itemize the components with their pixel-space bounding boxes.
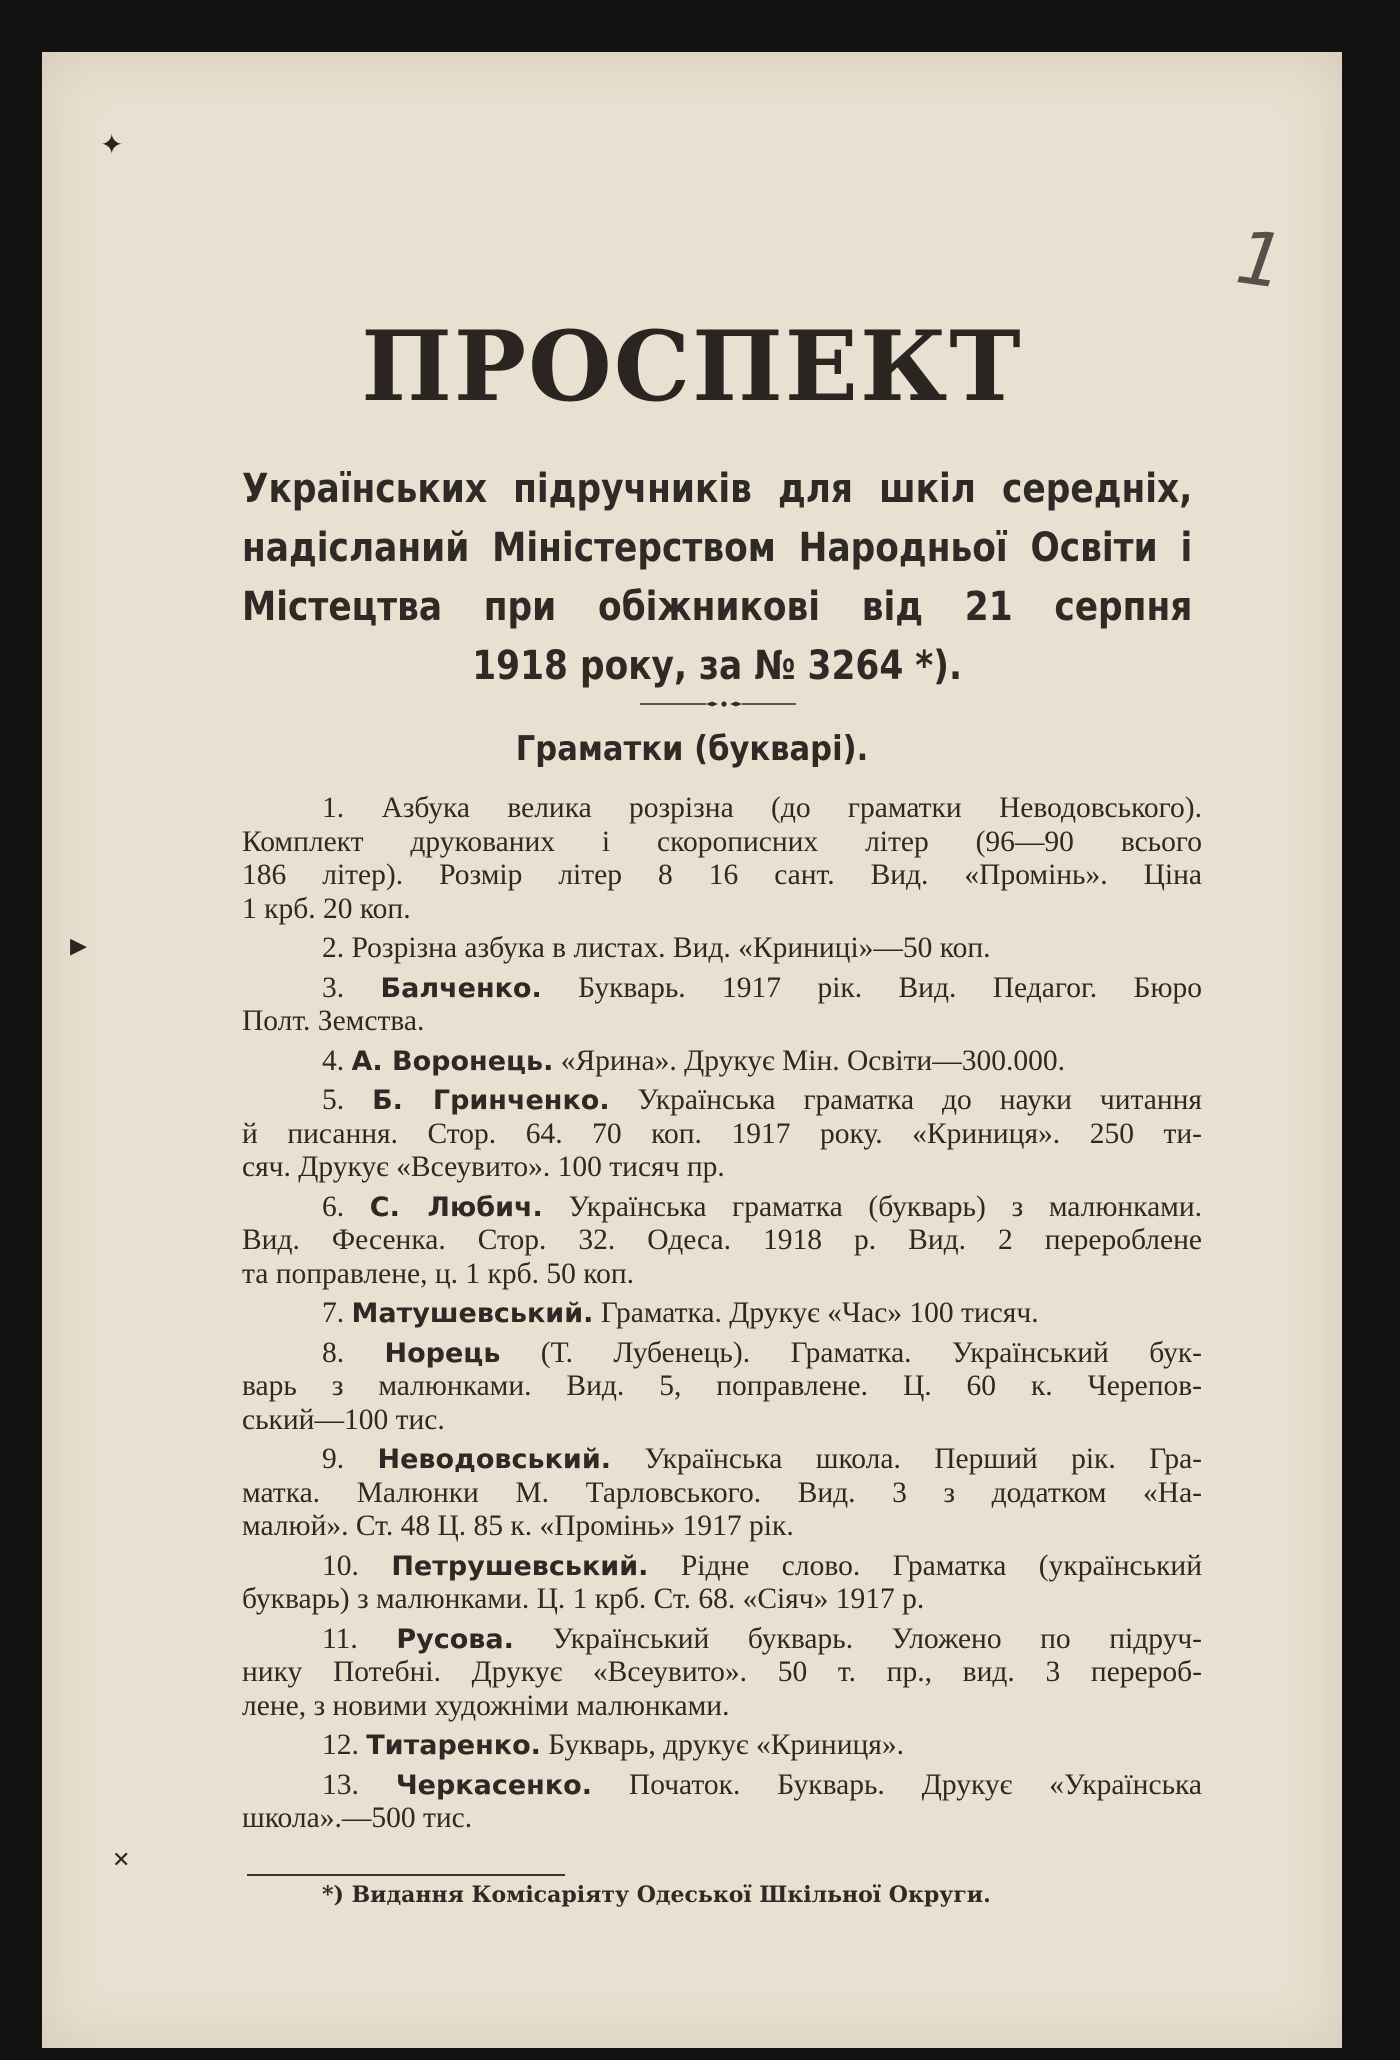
list-item — [242, 1729, 1202, 1763]
author-name: Неводовський. — [377, 1444, 611, 1475]
list-item-line: Полт. Земства. — [242, 1005, 425, 1037]
author-name: Петрушевський. — [391, 1550, 649, 1582]
list-item-line: нику Потебні. Друкує «Всеувито». 50 т. пр., вид. 3 перероб- — [242, 1656, 1202, 1688]
ornament-divider — [640, 700, 796, 708]
list-item-line: сяч. Друкує «Всеувито». 100 тисяч пр. — [242, 1151, 725, 1183]
list-item-line: 8. Норець (Т. Лубенець). Граматка. Український бук- — [322, 1336, 1203, 1369]
list-item-line: 7. Матушевський. Граматка. Друкує «Час» 100 тисяч. — [322, 1297, 1039, 1329]
list-item — [242, 1550, 1202, 1617]
list-item — [242, 792, 1202, 926]
list-item-line: 9. Неводовський. Українська школа. Перший рік. Гра- — [322, 1443, 1202, 1475]
list-item-line: матка. Малюнки М. Тарловського. Вид. 3 з додатком «На- — [242, 1476, 1202, 1509]
list-item-line: 4. А. Воронець. «Ярина». Друкує Мін. Освіти—300.000. — [322, 1044, 1065, 1077]
list-item-line: 11. Русова. Український букварь. Уложено по підруч- — [322, 1622, 1203, 1655]
list-item-line: 1 крб. 20 коп. — [242, 892, 411, 925]
margin-mark: ✕ — [112, 1848, 131, 1873]
author-name: Б. Гринченко. — [372, 1085, 610, 1116]
list-item-line: варь з малюнками. Вид. 5, поправлене. Ц. 60 к. Черепов- — [242, 1370, 1202, 1402]
footnote: *) Видання Комісаріяту Одеської Шкільної Округи. — [322, 1882, 991, 1908]
list-item-line: 12. Титаренко. Букварь, друкує «Криниця». — [322, 1729, 904, 1761]
margin-mark: ▸ — [70, 925, 88, 965]
author-name: Матушевський. — [351, 1298, 594, 1329]
list-item — [242, 1297, 1202, 1331]
document-page — [42, 52, 1342, 2048]
author-name: Балченко. — [380, 972, 542, 1004]
author-name: С. Любич. — [369, 1191, 543, 1223]
subtitle — [242, 460, 1192, 696]
author-name: А. Воронець. — [351, 1045, 554, 1077]
margin-mark: ✦ — [100, 128, 124, 161]
list-item — [242, 1623, 1202, 1724]
subtitle-line: Містецтва при обіжникові від 21 серпня — [242, 584, 1193, 630]
author-name: Норець — [384, 1337, 501, 1369]
list-item-line: 3. Балченко. Букварь. 1917 рік. Вид. Педагог. Бюро — [322, 971, 1202, 1004]
list-item-line: 13. Черкасенко. Початок. Букварь. Друкує «Українська — [322, 1768, 1202, 1801]
list-item — [242, 1443, 1202, 1544]
list-item-line: Комплект друкованих і скорописних літер (96—90 всього — [242, 825, 1202, 858]
textbook-list — [242, 792, 1202, 1842]
list-item-line: ський—100 тис. — [242, 1403, 445, 1436]
list-item — [242, 1769, 1202, 1836]
author-name: Русова. — [396, 1623, 514, 1655]
list-item-line: 5. Б. Гринченко. Українська граматка до науки читання — [322, 1084, 1202, 1116]
list-item-line: й писання. Стор. 64. 70 коп. 1917 року. «Криниця». 250 ти- — [242, 1117, 1202, 1150]
list-item-line: лене, з новими художніми малюнками. — [242, 1689, 730, 1722]
list-item-line: малюй». Ст. 48 Ц. 85 к. «Промінь» 1917 рік. — [242, 1510, 794, 1542]
subtitle-line: 1918 року, за № 3264 *). — [472, 643, 963, 689]
list-item-line: букварь) з малюнками. Ц. 1 крб. Ст. 68. «Сіяч» 1917 р. — [242, 1583, 925, 1615]
section-heading: Граматки (букварі). — [515, 729, 869, 769]
list-item-line: Вид. Фесенка. Стор. 32. Одеса. 1918 р. Вид. 2 перероблене — [242, 1224, 1202, 1256]
list-item-line: 186 літер). Розмір літер 8 16 сант. Вид. «Промінь». Ціна — [242, 859, 1202, 891]
list-item-line: 2. Розрізна азбука в листах. Вид. «Криниці»—50 коп. — [322, 932, 991, 964]
list-item — [242, 1337, 1202, 1438]
author-name: Титаренко. — [366, 1730, 541, 1761]
list-item — [242, 1045, 1202, 1079]
subtitle-line: надісланий Міністерством Народньої Освіти і — [242, 525, 1193, 571]
handwritten-page-number: 1 — [1231, 214, 1290, 306]
subtitle-line: Українських підручників для шкіл середніх, — [242, 466, 1193, 512]
list-item — [242, 972, 1202, 1039]
list-item-line: 1. Азбука велика розрізна (до граматки Неводовського). — [322, 792, 1202, 824]
list-item-line: школа».—500 тис. — [242, 1802, 473, 1834]
list-item-line: 6. С. Любич. Українська граматка (букварь) з малюнками. — [322, 1190, 1202, 1223]
list-item — [242, 1191, 1202, 1292]
author-name: Черкасенко. — [395, 1769, 592, 1801]
list-item — [242, 932, 1202, 966]
footnote-rule — [247, 1874, 565, 1876]
list-item-line: та поправлене, ц. 1 крб. 50 коп. — [242, 1257, 634, 1290]
list-item — [242, 1084, 1202, 1185]
page-title: ПРОСПЕКТ — [361, 310, 1023, 423]
list-item-line: 10. Петрушевський. Рідне слово. Граматка (український — [322, 1549, 1202, 1582]
